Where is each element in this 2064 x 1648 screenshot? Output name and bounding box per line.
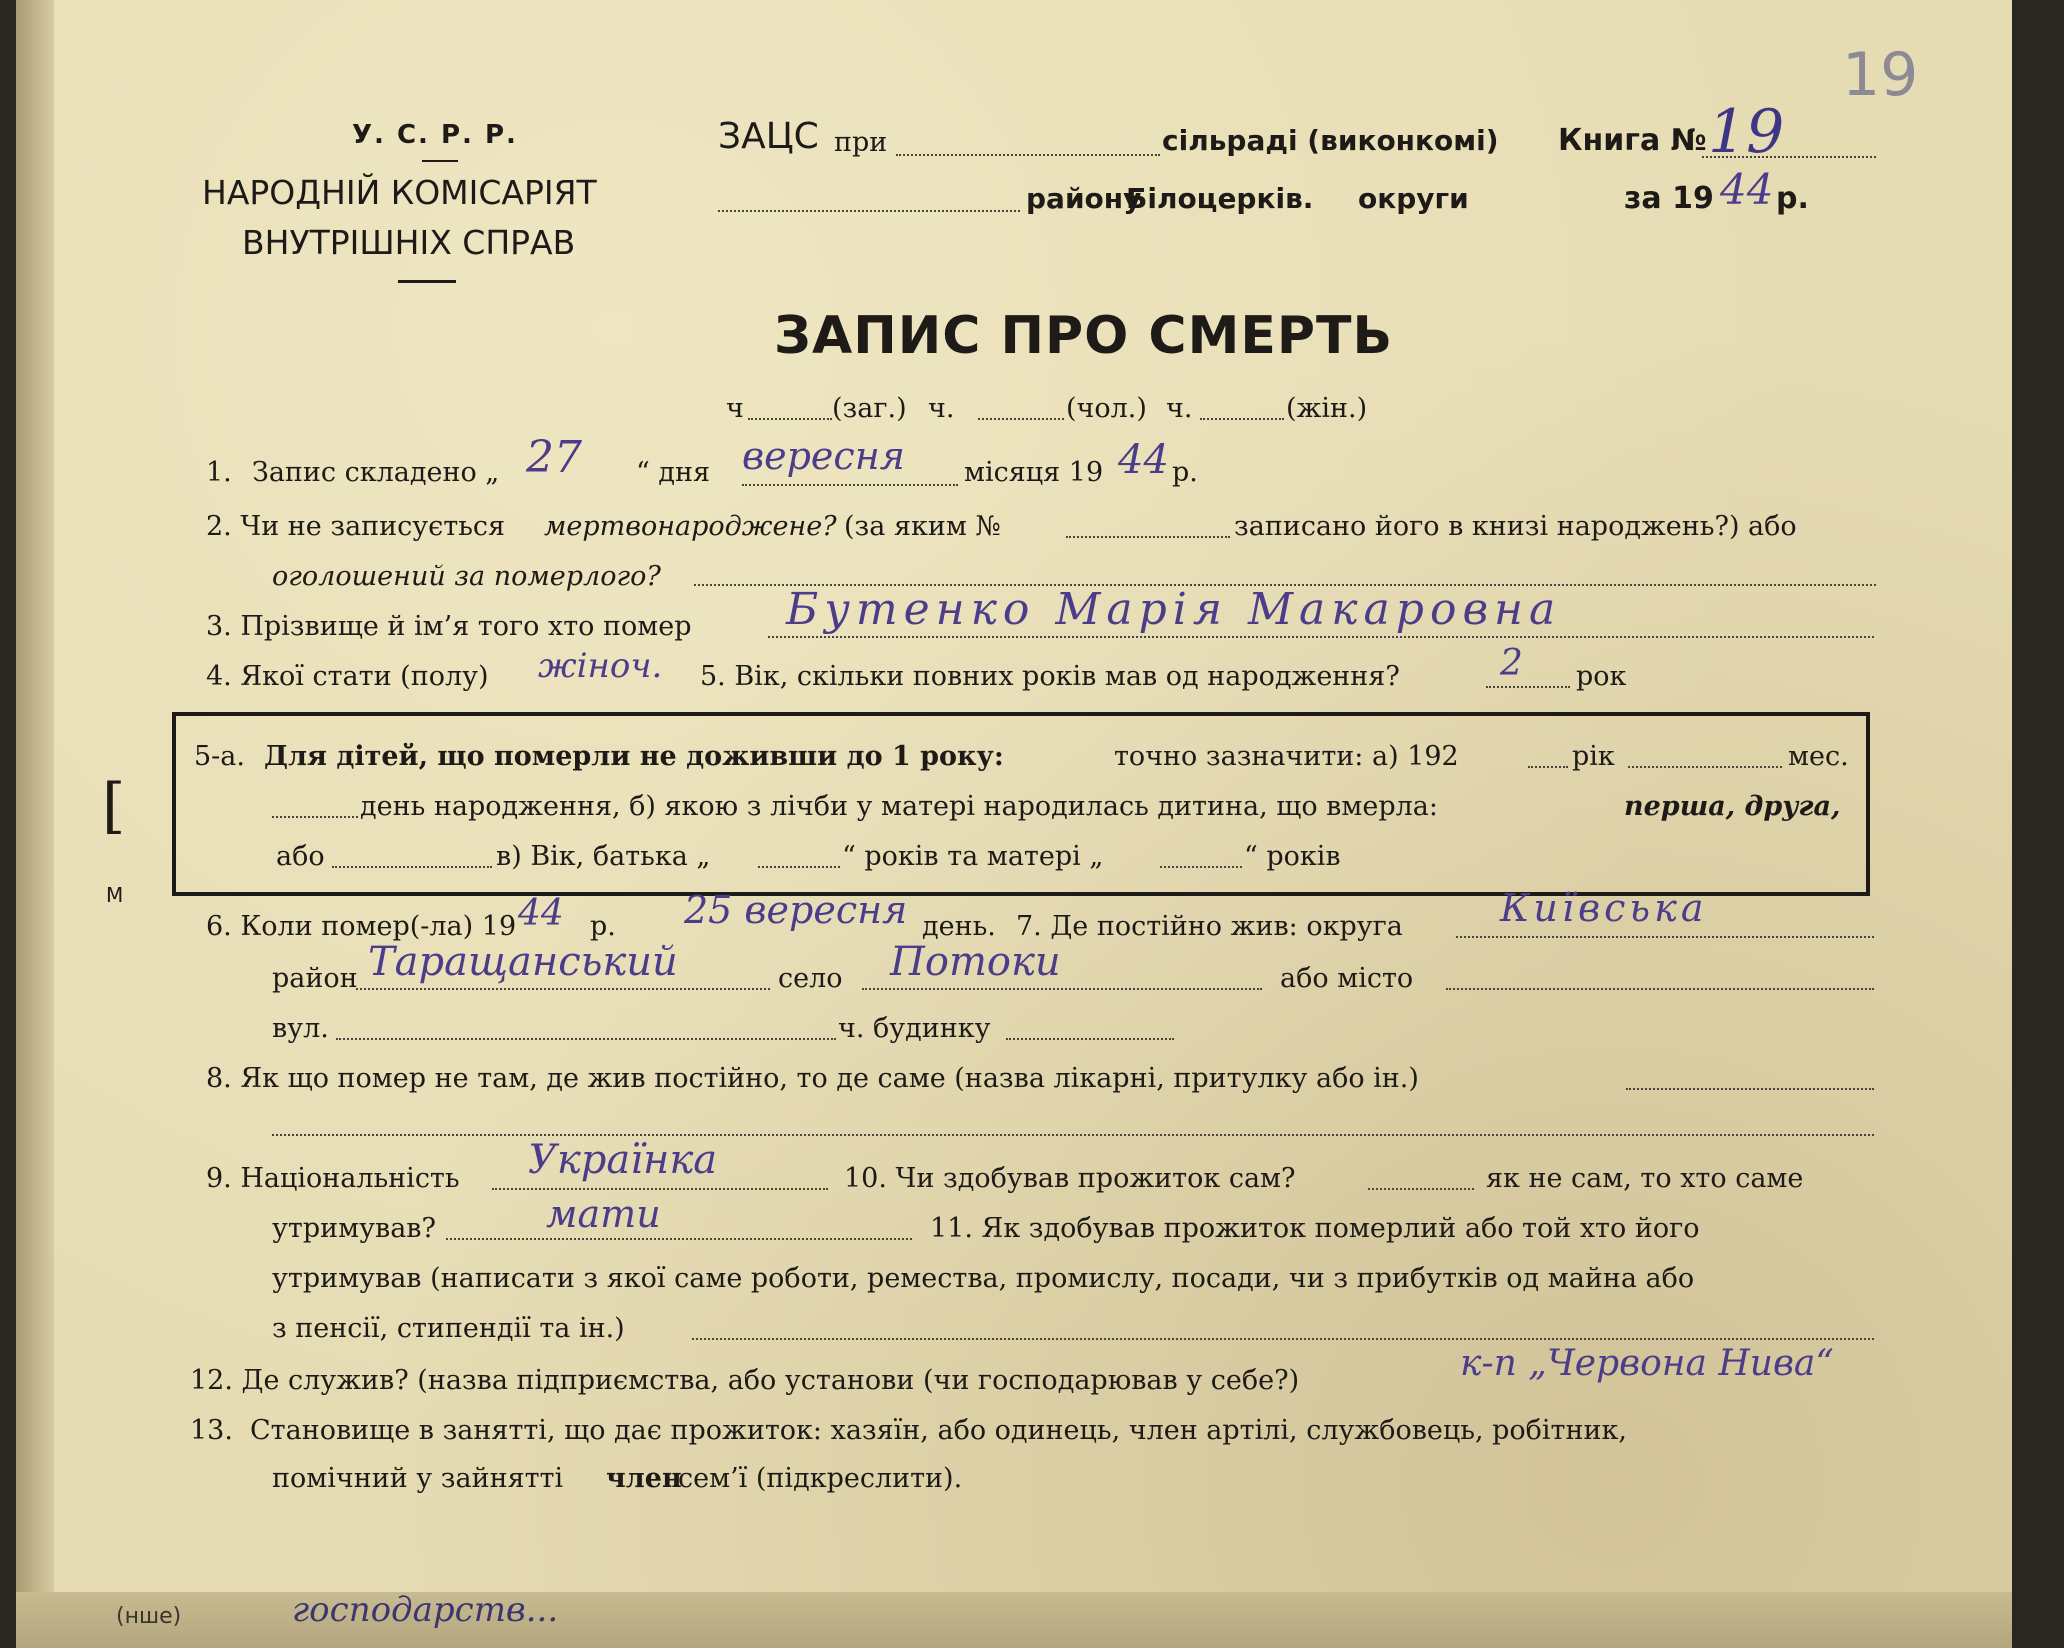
- raion-blank: [356, 988, 770, 990]
- count-total-prefix: ч: [726, 393, 744, 424]
- field12-value: к-п „Червона Нива“: [1460, 1343, 1834, 1384]
- field1-month: вересня: [742, 434, 905, 478]
- field5a-mother-blank: [1160, 866, 1242, 868]
- header-small-rule: [422, 160, 458, 162]
- field5a-number: 5-а.: [194, 741, 245, 772]
- field11-blank: [692, 1338, 1874, 1340]
- field10-label-c: утримував?: [272, 1213, 436, 1244]
- field1-label-c: місяця 19: [964, 457, 1104, 488]
- zags-pry: при: [834, 127, 888, 158]
- field2-number-blank: [1066, 536, 1230, 538]
- field5a-order-blank: [332, 866, 492, 868]
- field1-day: 27: [526, 432, 582, 483]
- margin-bracket: [: [102, 771, 126, 841]
- field1-year: 44: [1118, 437, 1169, 483]
- zags-suffix: сільраді (виконкомі): [1162, 124, 1499, 157]
- field5a-order: перша, друга,: [1624, 791, 1841, 822]
- field1-label-b: “ дня: [636, 457, 711, 488]
- document-title: ЗАПИС ПРО СМЕРТЬ: [774, 306, 1394, 366]
- field5a-month-blank: [1628, 766, 1782, 768]
- field5a-abo: або: [276, 841, 325, 872]
- year-prefix: за 19: [1624, 181, 1714, 216]
- bottom-strip-handwriting: господарств...: [292, 1590, 559, 1630]
- district-label: району: [1026, 182, 1142, 215]
- field13-line2-b: член: [606, 1463, 682, 1494]
- count-total-blank: [748, 418, 832, 420]
- year-value: 44: [1720, 165, 1774, 214]
- field6-label-b: р.: [590, 911, 616, 942]
- field1-number: 1.: [206, 457, 232, 488]
- field6-year: 44: [518, 893, 564, 934]
- book-number-blank: [1702, 156, 1876, 158]
- commissariat-line2: ВНУТРІШНІХ СПРАВ: [242, 223, 576, 262]
- raion-label: район: [272, 963, 358, 994]
- raion-value: Таращанський: [368, 939, 678, 985]
- field13-number: 13.: [190, 1415, 233, 1446]
- okruga-label: округи: [1358, 182, 1469, 215]
- field2-label-b: (за яким №: [844, 511, 1001, 542]
- field2-label-a: 2. Чи не записується: [206, 511, 506, 542]
- field8-label: 8. Як що помер не там, де жив постійно, то де саме (назва лікарні, притулку або ін.): [206, 1063, 1419, 1094]
- selo-blank: [862, 988, 1262, 990]
- budynok-blank: [1006, 1038, 1174, 1040]
- field5-label: 5. Вік, скільки повних років мав од народження?: [700, 661, 1400, 692]
- header-rule: [398, 280, 456, 283]
- field5a-label-v: в) Вік, батька „: [496, 841, 711, 872]
- field8-blank: [1626, 1088, 1874, 1090]
- field6-label-c: день.: [922, 911, 996, 942]
- field10-value-blank: [446, 1238, 912, 1240]
- selo-label: село: [778, 963, 843, 994]
- field1-month-blank: [742, 484, 958, 486]
- field4-label: 4. Якої стати (полу): [206, 661, 489, 692]
- field5a-label-a: точно зазначити: а) 192: [1114, 741, 1459, 772]
- commissariat-line1: НАРОДНІЙ КОМІСАРІЯТ: [202, 173, 597, 212]
- bottom-strip-label: (нше): [116, 1604, 182, 1629]
- field5a-label-rokiv1: “ років та матері „: [842, 841, 1104, 872]
- field2-declared-dead: оголошений за померлого?: [272, 561, 661, 592]
- field4-sex: жіноч.: [538, 646, 663, 686]
- zags-prefix: ЗАЦС: [718, 116, 819, 157]
- field5-unit: рок: [1576, 661, 1627, 692]
- field7-label: 7. Де постійно жив: округа: [1016, 911, 1403, 942]
- field3-name: Бутенко Марія Макаровна: [786, 584, 1562, 635]
- field8-blank-line2: [272, 1134, 1874, 1136]
- field12-label: 12. Де служив? (назва підприємства, або установи (чи господарював у себе?): [190, 1365, 1300, 1396]
- book-label: Книга №: [1558, 123, 1707, 158]
- misto-label: або місто: [1280, 963, 1414, 994]
- selo-value: Потоки: [890, 939, 1061, 985]
- field1-label-a: Запис складено „: [252, 457, 500, 488]
- district-blank: [718, 210, 1020, 212]
- field13-line2-a: помічний у зайнятті: [272, 1463, 564, 1494]
- count-female-prefix: ч.: [1166, 393, 1193, 424]
- field11-label: 11. Як здобував прожиток померлий або той хто його: [930, 1213, 1700, 1244]
- field6-date: 25 вересня: [684, 888, 908, 932]
- count-male-prefix: ч.: [928, 393, 955, 424]
- field7-okruga: Київська: [1500, 886, 1708, 930]
- field13-line2-c: сем’ї (підкреслити).: [678, 1463, 963, 1494]
- count-female-label: (жін.): [1286, 393, 1368, 424]
- district-value: Білоцерків.: [1126, 182, 1314, 215]
- field5-age: 2: [1500, 643, 1523, 684]
- field5a-day-blank: [272, 816, 358, 818]
- misto-blank: [1446, 988, 1874, 990]
- field3-blank: [768, 636, 1874, 638]
- death-record-sheet: [16, 0, 2012, 1648]
- count-female-blank: [1200, 418, 1284, 420]
- vul-label: вул.: [272, 1013, 329, 1044]
- count-male-label: (чол.): [1066, 393, 1147, 424]
- margin-mark: М: [106, 883, 124, 907]
- budynok-label: ч. будинку: [838, 1013, 991, 1044]
- field10-blank: [1368, 1188, 1474, 1190]
- field5a-father-blank: [758, 866, 840, 868]
- field10-label: 10. Чи здобував прожиток сам?: [844, 1163, 1296, 1194]
- field6-label-a: 6. Коли помер(-ла) 19: [206, 911, 517, 942]
- field5a-line2: день народження, б) якою з лічби у матері народилась дитина, що вмерла:: [360, 791, 1438, 822]
- field5a-year-blank: [1528, 766, 1568, 768]
- count-total-label: (заг.): [832, 393, 907, 424]
- vul-blank: [336, 1038, 836, 1040]
- field2-label-c: записано його в книзі народжень?) або: [1234, 511, 1797, 542]
- field5a-rik: рік: [1572, 741, 1615, 772]
- field9-value: Українка: [528, 1137, 718, 1183]
- field11-line3: з пенсії, стипендії та ін.): [272, 1313, 625, 1344]
- zags-village-blank: [896, 154, 1160, 156]
- field5a-label-rokiv2: “ років: [1244, 841, 1341, 872]
- field9-blank: [492, 1188, 828, 1190]
- book-number: 19: [1708, 97, 1785, 167]
- field11-line2: утримував (написати з якої саме роботи, ремества, промислу, посади, чи з прибутків од майна або: [272, 1263, 1695, 1294]
- field9-label: 9. Національність: [206, 1163, 460, 1194]
- field10-label-b: як не сам, то хто саме: [1486, 1163, 1804, 1194]
- field7-okruga-blank: [1456, 936, 1874, 938]
- field13-line1: Становище в занятті, що дає прожиток: хазяїн, або одинець, член артілі, службовець, робітник,: [250, 1415, 1627, 1446]
- year-suffix: р.: [1776, 181, 1809, 216]
- paper-left-edge: [16, 0, 54, 1648]
- count-male-blank: [978, 418, 1064, 420]
- field3-label: 3. Прізвище й ім’я того хто помер: [206, 611, 692, 642]
- field2-stillborn: мертвонароджене?: [544, 511, 837, 542]
- page-number: 19: [1842, 40, 1919, 110]
- field5-age-blank: [1486, 686, 1570, 688]
- usrr-header: У. С. Р. Р.: [352, 120, 518, 150]
- field10-value: мати: [546, 1192, 661, 1236]
- field5a-heading: Для дітей, що померли не доживши до 1 року:: [264, 741, 1004, 772]
- field1-label-d: р.: [1172, 457, 1198, 488]
- field5a-mes: мес.: [1788, 741, 1849, 772]
